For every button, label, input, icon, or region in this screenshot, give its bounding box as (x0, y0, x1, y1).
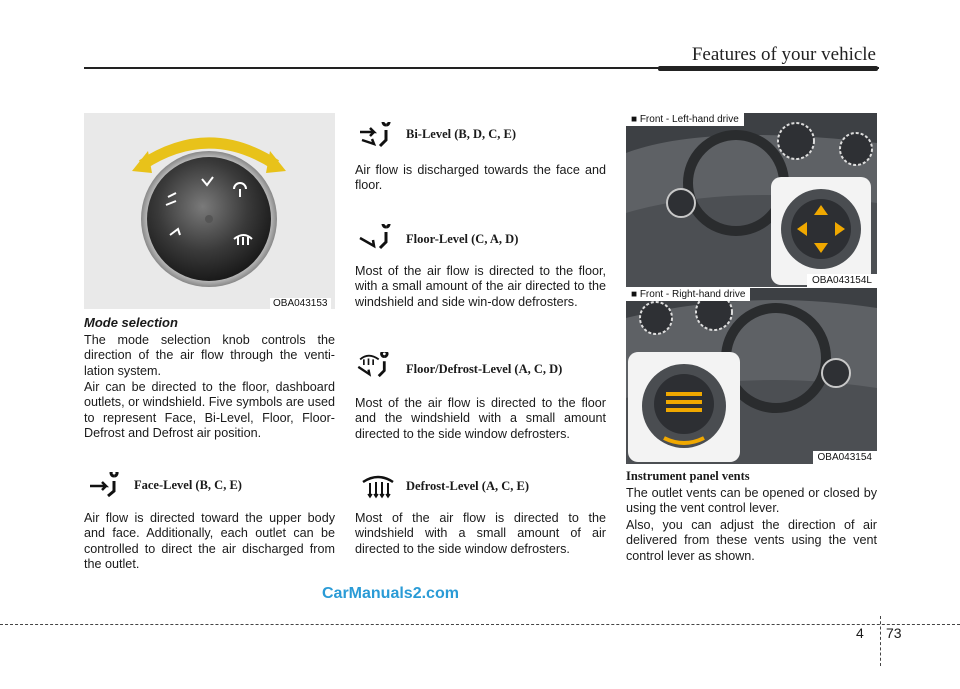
photo-caption-lhd: OBA043154L (807, 274, 877, 287)
mode-heading-floor-defrost: Floor/Defrost-Level (A, C, D) (406, 362, 563, 376)
paragraph: Also, you can adjust the direction of air delivered from these vents using the vent control lever as shown. (626, 518, 877, 563)
watermark-link[interactable]: CarManuals2.com (322, 585, 459, 602)
mode-heading-defrost: Defrost-Level (A, C, E) (406, 479, 529, 493)
instrument-vents-heading: Instrument panel vents (626, 469, 750, 483)
photo-caption-rhd: OBA043154 (813, 451, 878, 464)
section-heading: Mode selection (84, 315, 178, 330)
mode-knob-figure (84, 113, 335, 309)
running-header: Features of your vehicle (691, 44, 876, 65)
floor-level-icon (358, 224, 396, 250)
defrost-icon (360, 474, 398, 500)
bi-level-icon (358, 122, 396, 148)
paragraph-floor: Most of the air flow is directed to the floor, with a small amount of the air directed to the windshield and side win-dow defrosters. (355, 264, 606, 309)
photo-right-hand-drive (626, 288, 877, 464)
page-number: 73 (886, 625, 902, 641)
mode-knob-illustration (84, 113, 335, 309)
figure-caption: OBA043153 (270, 298, 331, 309)
mode-heading-bilevel: Bi-Level (B, D, C, E) (406, 127, 517, 141)
paragraph-defrost: Most of the air flow is directed to the windshield with a small amount of air directed to the side window defrosters. (355, 511, 606, 556)
photo-left-hand-drive (626, 113, 877, 287)
photo-label-lhd: ■ Front - Left-hand drive (626, 113, 744, 126)
header-rule-accent (658, 66, 878, 71)
paragraph-bilevel: Air flow is discharged towards the face and floor. (355, 163, 606, 193)
chapter-number: 4 (856, 625, 864, 641)
face-level-icon (88, 472, 126, 498)
paragraph-face: Air flow is directed toward the upper body and face. Additionally, each outlet can be controlled to direct the air discharged from the outlet. (84, 511, 335, 571)
paragraph: The mode selection knob controls the direction of the air flow through the venti-lation system. (84, 333, 335, 378)
paragraph: The outlet vents can be opened or closed by using the vent control lever. (626, 486, 877, 516)
photo-label-rhd: ■ Front - Right-hand drive (626, 288, 750, 301)
mode-heading-face: Face-Level (B, C, E) (134, 478, 242, 492)
paragraph-floor-defrost: Most of the air flow is directed to the floor and the windshield with a small amount directed to the side window defrosters. (355, 396, 606, 441)
paragraph: Air can be directed to the floor, dashboard outlets, or windshield. Five symbols are used to represent Face, Bi-Level, Floor, Floor-Defrost and Defrost air position. (84, 380, 335, 440)
mode-heading-floor: Floor-Level (C, A, D) (406, 232, 519, 246)
footer-rule (0, 624, 960, 625)
floor-defrost-icon (356, 352, 394, 378)
footer-divider (880, 616, 881, 666)
